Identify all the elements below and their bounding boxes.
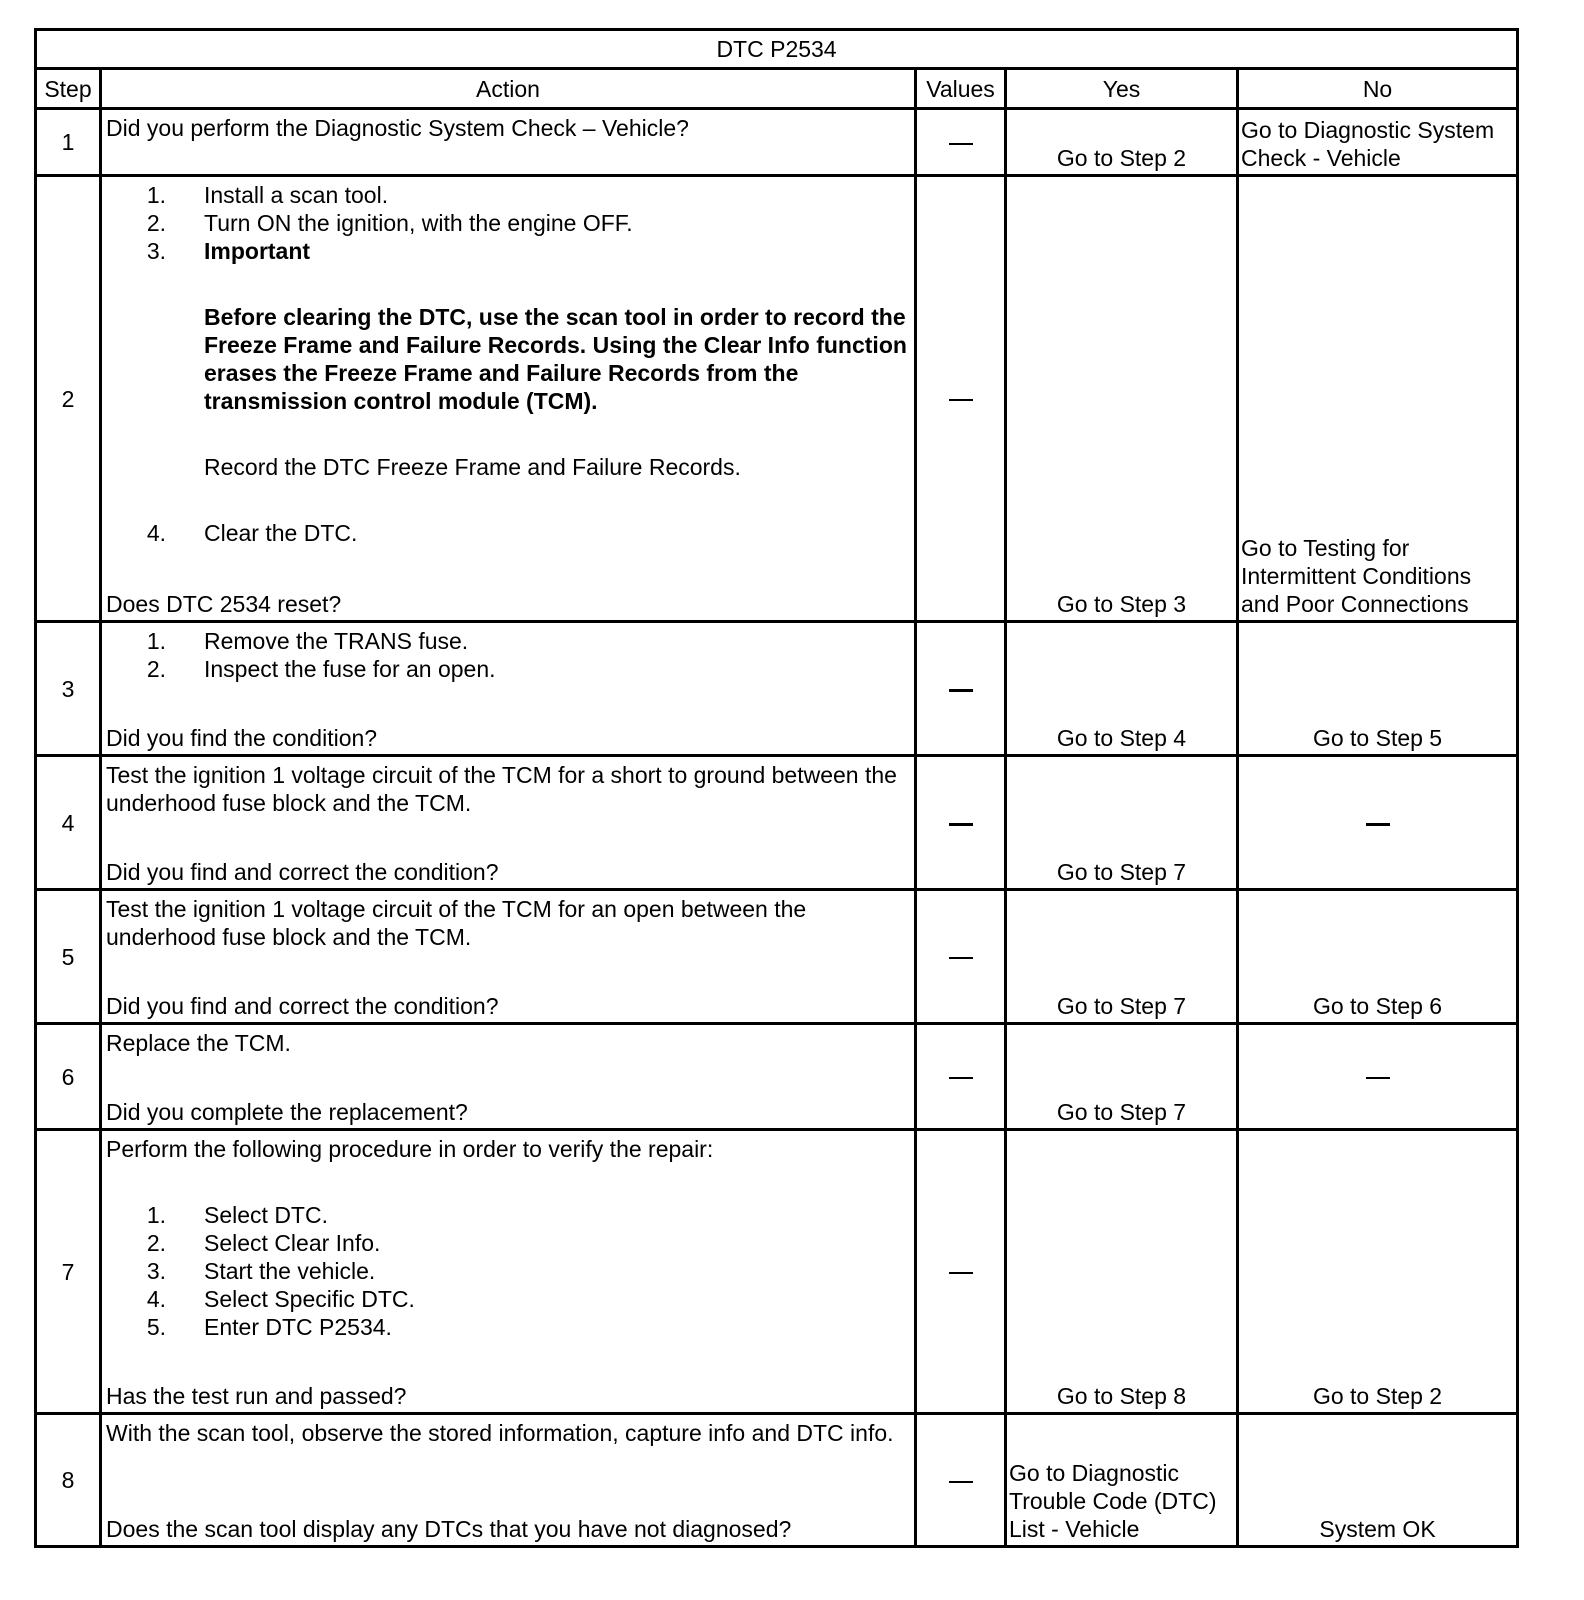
no-cell [1238, 176, 1518, 622]
action-cell [101, 622, 916, 756]
action-text: Test the ignition 1 voltage circuit of the TCM for a short to ground between the underhood fuse block and the TCM. [106, 762, 897, 816]
header-no: No [1238, 69, 1518, 109]
yes-cell [1006, 756, 1238, 890]
values-cell [916, 1414, 1006, 1547]
question-text: Did you complete the replacement? [106, 1099, 468, 1125]
table-row [36, 1414, 1518, 1547]
action-text: With the scan tool, observe the stored information, capture info and DTC info. [106, 1420, 894, 1446]
yes-cell [1006, 890, 1238, 1024]
table-row [36, 1024, 1518, 1130]
important-label: Important [204, 238, 311, 264]
action-cell [101, 1024, 916, 1130]
step-number: 2 [36, 176, 101, 622]
no-cell [1238, 1024, 1518, 1130]
list-item: 2. Turn ON the ignition, with the engine OFF. [146, 210, 633, 236]
yes-text: Go to Step 3 [1056, 591, 1187, 617]
action-cell [101, 1414, 916, 1547]
no-cell [1238, 1414, 1518, 1547]
yes-text: Go to Step 2 [1056, 145, 1187, 171]
question-text: Does the scan tool display any DTCs that you have not diagnosed? [106, 1516, 792, 1542]
list-item: 5. Enter DTC P2534. [146, 1314, 392, 1340]
list-item: 2. Select Clear Info. [146, 1230, 381, 1256]
no-cell [1238, 622, 1518, 756]
list-item: 1. Install a scan tool. [146, 182, 389, 208]
action-text: Did you perform the Diagnostic System Check – Vehicle? [106, 115, 689, 141]
values-cell [916, 109, 1006, 176]
table-row [36, 756, 1518, 890]
action-cell [101, 890, 916, 1024]
action-cell [101, 1130, 916, 1414]
no-text: Go to Step 6 [1312, 993, 1443, 1019]
dash-mark [1366, 1077, 1390, 1079]
dash-mark [1366, 823, 1390, 826]
values-cell [916, 890, 1006, 1024]
step-number: 6 [36, 1024, 101, 1130]
yes-cell [1006, 176, 1238, 622]
dtc-table [34, 28, 1519, 1548]
no-text: Go to Diagnostic System Check - Vehicle [1241, 117, 1495, 171]
values-cell [916, 1024, 1006, 1130]
action-text: Test the ignition 1 voltage circuit of the TCM for an open between the underhood fuse block and the TCM. [106, 896, 807, 950]
no-cell [1238, 756, 1518, 890]
list-item: 1. Remove the TRANS fuse. [146, 628, 469, 654]
header-values: Values [916, 69, 1006, 109]
dash-mark [949, 1272, 973, 1274]
question-text: Does DTC 2534 reset? [106, 591, 342, 617]
values-cell [916, 1130, 1006, 1414]
list-item: 3. Important [106, 237, 908, 265]
list-item: 4. Select Specific DTC. [146, 1286, 415, 1312]
yes-cell [1006, 1414, 1238, 1547]
important-note: Before clearing the DTC, use the scan tool in order to record the Freeze Frame and Failure Records. Using the Clear Info function erases the Freeze Frame and Failure Records from the transmission control module (TCM). [204, 304, 907, 414]
action-text: Perform the following procedure in order to verify the repair: [106, 1136, 714, 1162]
yes-cell [1006, 1024, 1238, 1130]
list-item: 1. Select DTC. [146, 1202, 328, 1228]
no-cell [1238, 890, 1518, 1024]
step-number: 8 [36, 1414, 101, 1547]
header-yes: Yes [1006, 69, 1238, 109]
values-cell [916, 622, 1006, 756]
no-text: Go to Step 2 [1312, 1383, 1443, 1409]
yes-text: Go to Step 4 [1056, 725, 1187, 751]
values-cell [916, 176, 1006, 622]
dash-mark [949, 1481, 973, 1483]
yes-text: Go to Step 7 [1056, 1099, 1187, 1125]
action-cell [101, 176, 916, 622]
record-note: Record the DTC Freeze Frame and Failure Records. [204, 454, 741, 480]
no-text: Go to Testing for Intermittent Conditions and Poor Connections [1241, 535, 1472, 617]
list-item: 2. Inspect the fuse for an open. [146, 656, 496, 682]
yes-text: Go to Diagnostic Trouble Code (DTC) List - Vehicle [1009, 1460, 1217, 1542]
no-text: System OK [1319, 1516, 1436, 1542]
table-row [36, 890, 1518, 1024]
step-number: 1 [36, 109, 101, 176]
dash-mark [949, 823, 973, 826]
list-item: 3. Start the vehicle. [146, 1258, 376, 1284]
action-text: Replace the TCM. [106, 1030, 291, 1056]
action-cell [101, 109, 916, 176]
yes-cell [1006, 622, 1238, 756]
yes-text: Go to Step 8 [1056, 1383, 1187, 1409]
dash-mark [949, 143, 973, 145]
dash-mark [949, 689, 973, 692]
values-cell [916, 756, 1006, 890]
question-text: Did you find and correct the condition? [106, 993, 499, 1019]
table-row [36, 109, 1518, 176]
yes-cell [1006, 1130, 1238, 1414]
no-cell [1238, 109, 1518, 176]
yes-text: Go to Step 7 [1056, 859, 1187, 885]
action-cell [101, 756, 916, 890]
step-number: 4 [36, 756, 101, 890]
step-number: 3 [36, 622, 101, 756]
header-step: Step [36, 69, 101, 109]
question-text: Did you find the condition? [106, 725, 378, 751]
dash-mark [949, 1077, 973, 1079]
question-text: Has the test run and passed? [106, 1383, 407, 1409]
list-item: 4. Clear the DTC. [146, 520, 358, 546]
step-number: 7 [36, 1130, 101, 1414]
yes-text: Go to Step 7 [1056, 993, 1187, 1019]
dash-mark [949, 399, 973, 401]
no-cell [1238, 1130, 1518, 1414]
step-number: 5 [36, 890, 101, 1024]
table-row [36, 176, 1518, 622]
table-title: DTC P2534 [36, 30, 1518, 69]
yes-cell [1006, 109, 1238, 176]
header-action: Action [101, 69, 916, 109]
table-row [36, 622, 1518, 756]
no-text: Go to Step 5 [1312, 725, 1443, 751]
header-row [36, 69, 1518, 109]
table-row [36, 1130, 1518, 1414]
dash-mark [949, 957, 973, 959]
question-text: Did you find and correct the condition? [106, 859, 499, 885]
